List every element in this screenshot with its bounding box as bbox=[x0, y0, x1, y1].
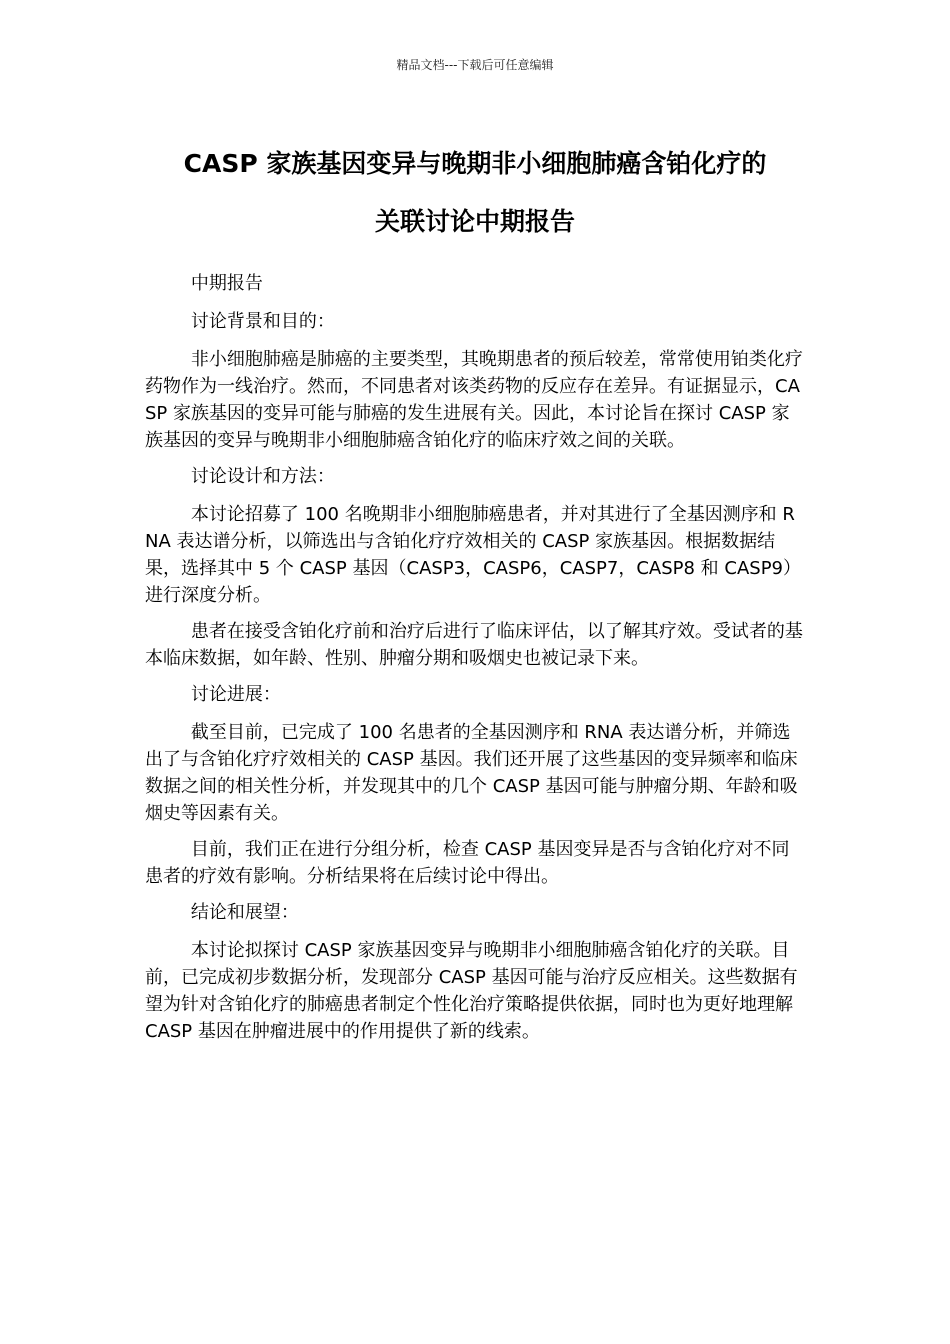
document-body bbox=[145, 270, 805, 1054]
progress-paragraph-2: 目前，我们正在进行分组分析，检查 CASP 基因变异是否与含铂化疗对不同患者的疗效有影响。分析结果将在后续讨论中得出。 bbox=[145, 839, 790, 887]
title-line-1: CASP 家族基因变异与晚期非小细胞肺癌含铂化疗的 bbox=[183, 149, 767, 178]
title-line-2: 关联讨论中期报告 bbox=[374, 207, 575, 236]
design-paragraph-1: 本讨论招募了 100 名晚期非小细胞肺癌患者，并对其进行了全基因测序和 RNA 表达谱分析，以筛选出与含铂化疗疗效相关的 CASP 家族基因。根据数据结果，选择其中 5 个 CASP 基因（CASP3，CASP6，CASP7，CASP8 和 CASP9）进行深度分析。 bbox=[145, 504, 802, 606]
conclusion-paragraph: 本讨论拟探讨 CASP 家族基因变异与晚期非小细胞肺癌含铂化疗的关联。目前，已完成初步数据分析，发现部分 CASP 基因可能与治疗反应相关。这些数据有望为针对含铂化疗的肺癌患者制定个性化治疗策略提供依据，同时也为更好地理解 CASP 基因在肿瘤进展中的作用提供了新的线索。 bbox=[145, 940, 798, 1042]
document-title bbox=[120, 135, 830, 251]
background-heading: 讨论背景和目的： bbox=[190, 311, 335, 332]
conclusion-heading: 结论和展望： bbox=[190, 902, 299, 923]
design-heading: 讨论设计和方法： bbox=[190, 466, 335, 487]
report-label: 中期报告 bbox=[190, 273, 263, 294]
page-header: 精品文档---下载后可任意编辑 bbox=[396, 58, 554, 72]
background-paragraph: 非小细胞肺癌是肺癌的主要类型，其晚期患者的预后较差，常常使用铂类化疗药物作为一线治疗。然而，不同患者对该类药物的反应存在差异。有证据显示，CASP 家族基因的变异可能与肺癌的发生进展有关。因此，本讨论旨在探讨 CASP 家族基因的变异与晚期非小细胞肺癌含铂化疗的临床疗效之间的关联。 bbox=[145, 349, 803, 451]
progress-heading: 讨论进展： bbox=[190, 684, 281, 705]
design-paragraph-2: 患者在接受含铂化疗前和治疗后进行了临床评估，以了解其疗效。受试者的基本临床数据，如年龄、性别、肿瘤分期和吸烟史也被记录下来。 bbox=[145, 621, 803, 669]
progress-paragraph-1: 截至目前，已完成了 100 名患者的全基因测序和 RNA 表达谱分析，并筛选出了与含铂化疗疗效相关的 CASP 基因。我们还开展了这些基因的变异频率和临床数据之间的相关性分析，并发现其中的几个 CASP 基因可能与肿瘤分期、年龄和吸烟史等因素有关。 bbox=[145, 722, 798, 824]
